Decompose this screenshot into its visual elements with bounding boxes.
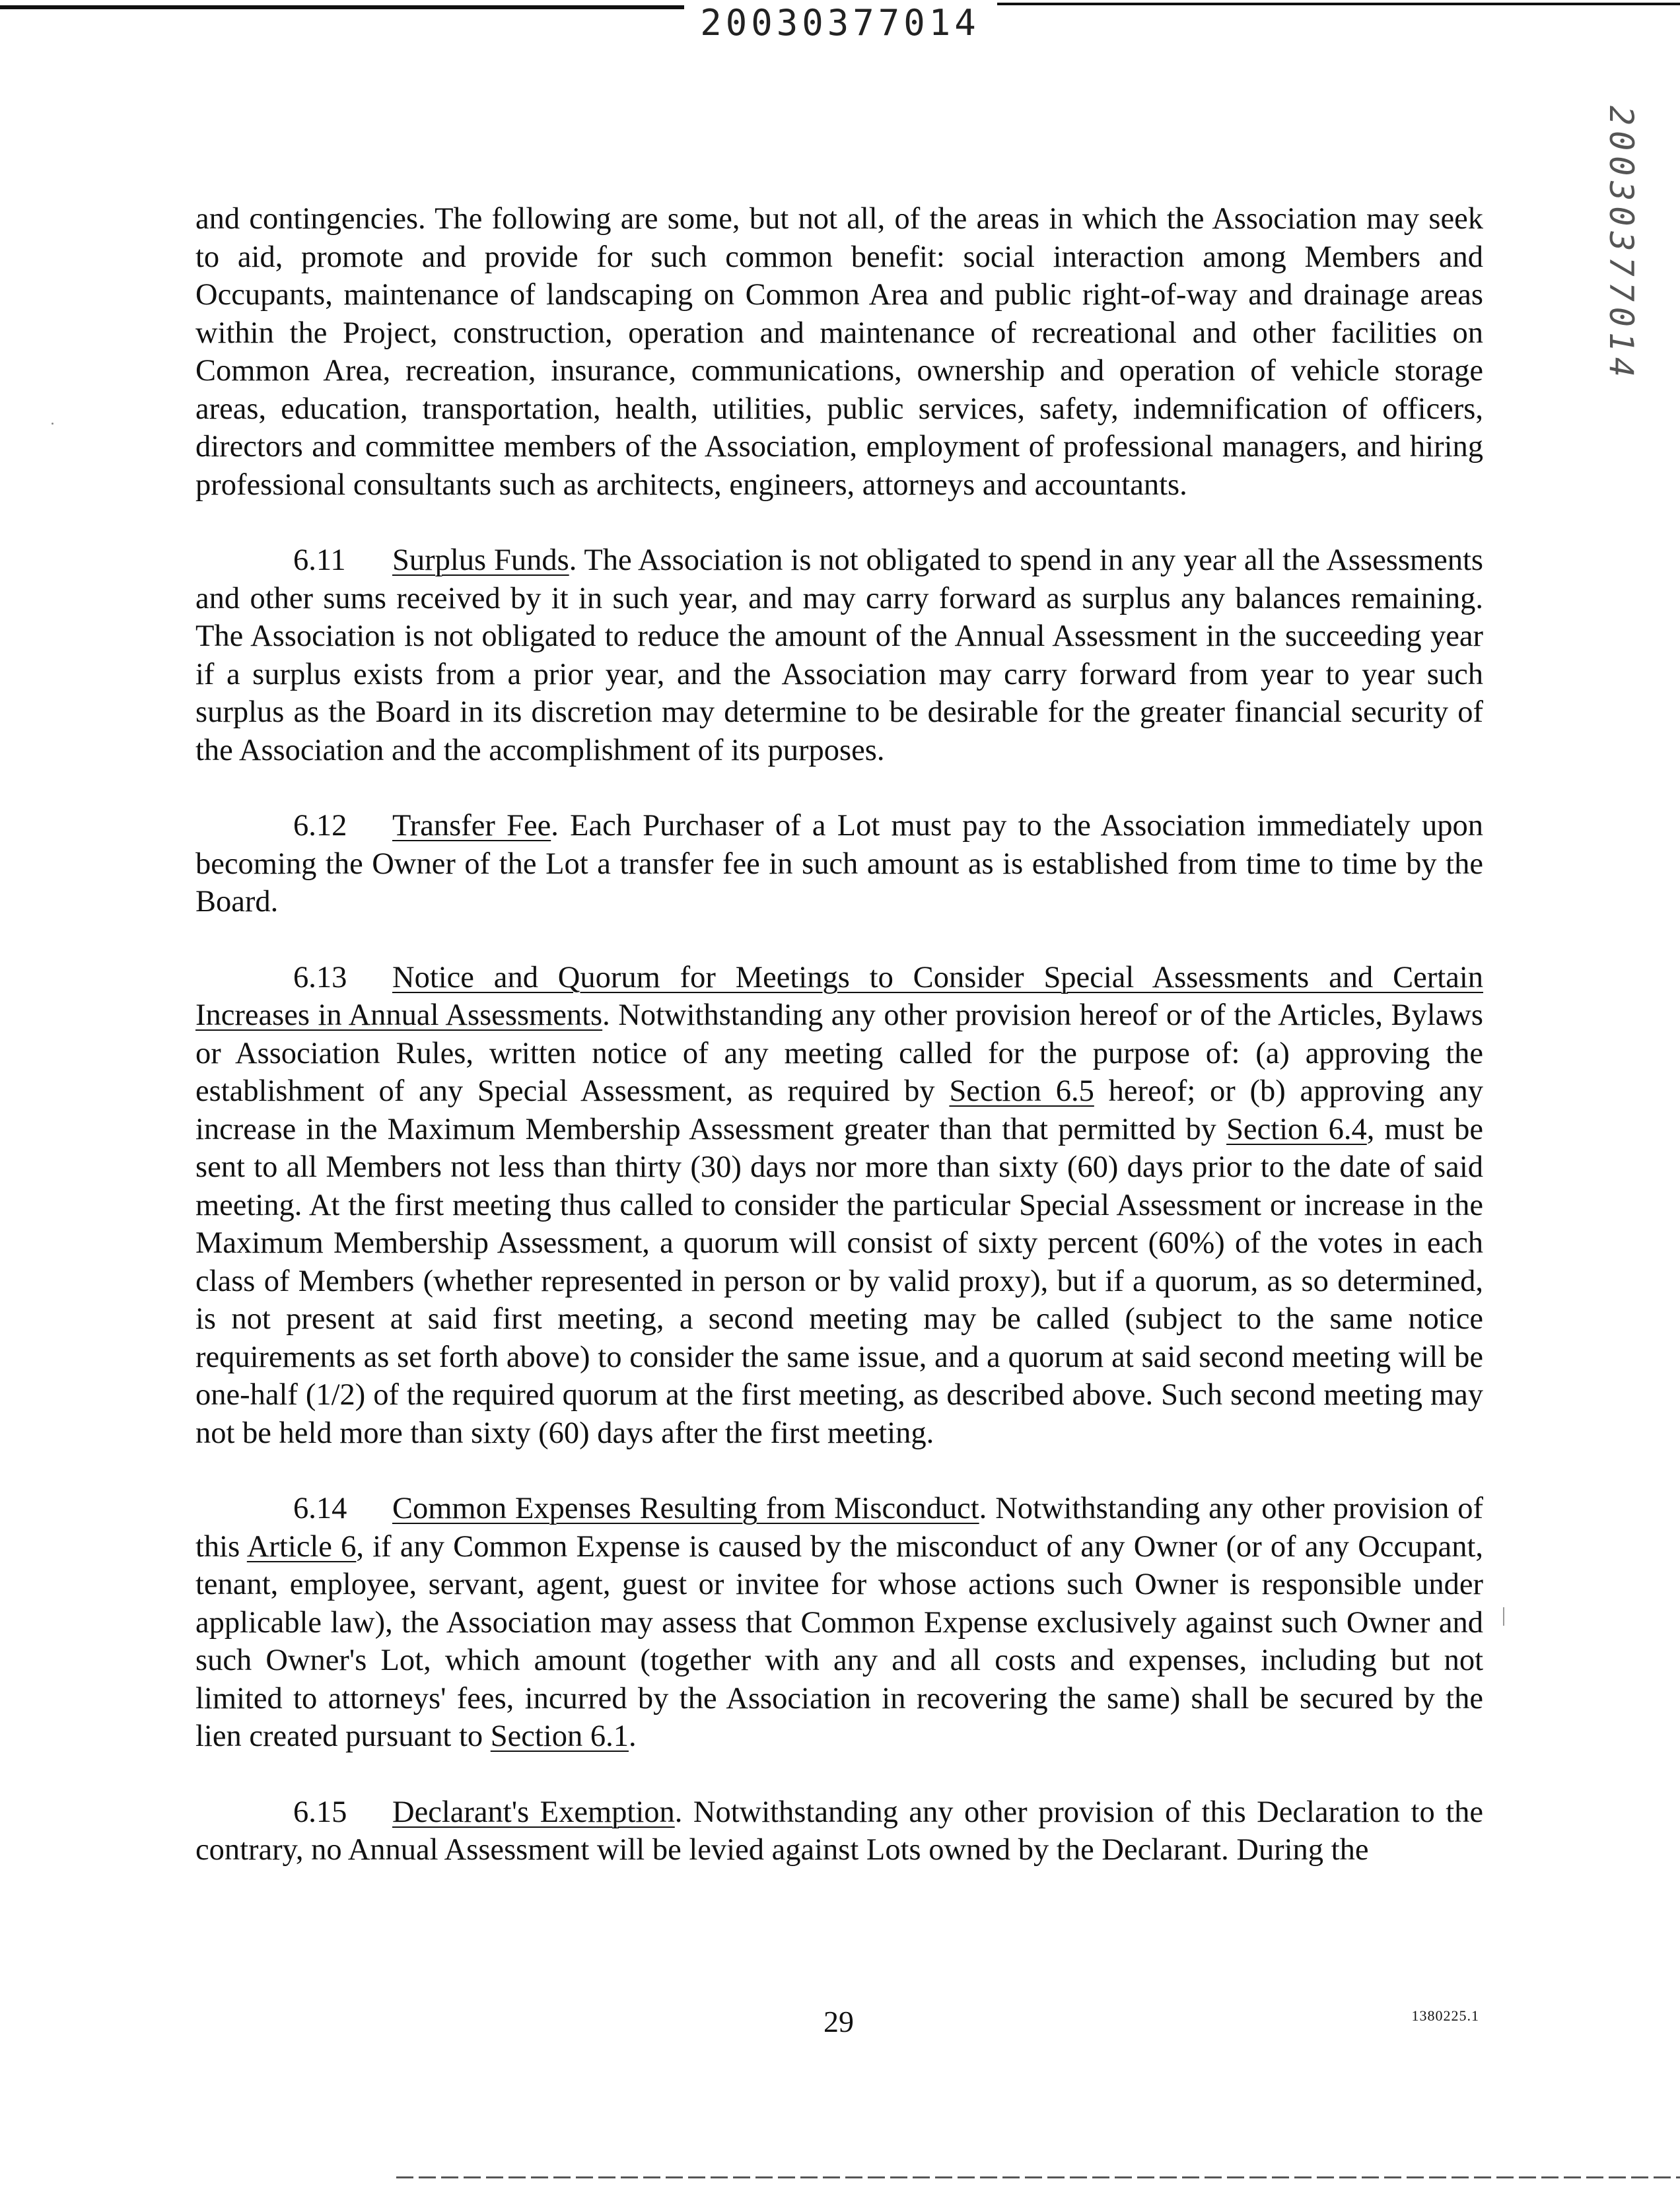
side-stamp-text: 20030377014	[1602, 106, 1640, 383]
section-body: The Association is not obligated to spend in any year all the Assessments and other sums received by it in such year, and may carry forward as surplus any balances remaining. The Association is not obligated to reduce the amount of the Annual Assessment in the succeeding year if a surplus exists from a prior year, and the Association may carry forward from year to year such surplus as the Board in its discretion may determine to be desirable for the greater financial security of the Association and the accomplishment of its purposes.	[195, 543, 1483, 767]
section-body: Notwithstanding any other provision of this	[195, 1492, 1483, 1564]
section-title: Declarant's Exemption	[392, 1795, 675, 1829]
section-6-14: 6.14 Common Expenses Resulting from Misconduct. Notwithstanding any other provision of this Article 6, if any Common Expense is caused by the misconduct of any Owner (or of any Occupant, tenant, employee, servant, agent, guest or invitee for whose actions such Owner is responsible under applicable law), the Association may assess that Common Expense exclusively against such Owner and such Owner's Lot, which amount (together with any and all costs and expenses, including but not limited to attorneys' fees, incurred by the Association in recovering the same) shall be secured by the lien created pursuant to Section 6.1.	[195, 1490, 1483, 1756]
section-number: 6.15	[293, 1795, 347, 1829]
section-title: Common Expenses Resulting from Misconduct	[392, 1492, 979, 1525]
cross-reference: Article 6	[246, 1529, 357, 1564]
cross-reference: Section 6.5	[949, 1074, 1094, 1108]
scan-speck	[52, 423, 53, 425]
intro-paragraph: and contingencies. The following are some, but not all, of the areas in which the Association may seek to aid, promote and provide for such common benefit: social interaction among Members and Occupants, maintenance of landscaping on Common Area and public right-of-way and drainage areas within the Project, construction, operation and maintenance of recreational and other facilities on Common Area, recreation, insurance, communications, ownership and operation of vehicle storage areas, education, transportation, health, utilities, public services, safety, indemnification of officers, directors and committee members of the Association, employment of professional managers, and hiring professional consultants such as architects, engineers, attorneys and accountants.	[195, 202, 1483, 502]
section-body: hereof; or (b) approving any increase in the Maximum Membership Assessment greater than that permitted by	[195, 1074, 1484, 1146]
section-number: 6.13	[293, 960, 347, 994]
section-body: Each Purchaser of a Lot must pay to the Association immediately upon becoming the Owner of the Lot a transfer fee in such amount as is established from time to time by the Board.	[195, 809, 1483, 919]
bottom-scan-rule	[396, 2176, 1680, 2178]
document-number: 20030377014	[700, 2, 980, 44]
section-6-15: 6.15 Declarant's Exemption. Notwithstanding any other provision of this Declaration to the contrary, no Annual Assessment will be levied against Lots owned by the Declarant. During the	[195, 1793, 1483, 1869]
scan-mark	[1503, 1607, 1504, 1626]
section-number: 6.14	[293, 1492, 347, 1525]
section-title: Notice and Quorum for Meetings to Consider Special Assessments and Certain Increases in Annual Assessments	[195, 960, 1483, 1032]
side-stamp	[1589, 106, 1648, 383]
page-number: 29	[823, 2005, 854, 2038]
section-body: Notwithstanding any other provision of this Declaration to the contrary, no Annual Assessment will be levied against Lots owned by the Declarant. During the	[195, 1795, 1484, 1867]
section-body: , must be sent to all Members not less than thirty (30) days nor more than sixty (60) days prior to the date of said meeting. At the first meeting thus called to consider the particular Special Assessment or increase in the Maximum Membership Assessment, a quorum will consist of sixty percent (60%) of the votes in each class of Members (whether represented in person or by valid proxy), but if a quorum, as so determined, is not present at said first meeting, a second meeting may be called (subject to the same notice requirements as set forth above) to consider the same issue, and a quorum at said second meeting will be one-half (1/2) of the required quorum at the first meeting, as described above. Such second meeting may not be held more than sixty (60) days after the first meeting.	[195, 1112, 1484, 1450]
section-6-12: 6.12 Transfer Fee. Each Purchaser of a Lot must pay to the Association immediately upon becoming the Owner of the Lot a transfer fee in such amount as is established from time to time by the Board.	[195, 807, 1483, 921]
section-number: 6.12	[293, 809, 347, 843]
section-body: Notwithstanding any other provision hereof or of the Articles, Bylaws or Association Rules, written notice of any meeting called for the purpose of: (a) approving the establishment of any Special Assessment, as required by	[195, 998, 1483, 1108]
section-6-11: 6.11 Surplus Funds. The Association is not obligated to spend in any year all the Assessments and other sums received by it in such year, and may carry forward as surplus any balances remaining. The Association is not obligated to reduce the amount of the Annual Assessment in the succeeding year if a surplus exists from a prior year, and the Association may carry forward from year to year such surplus as the Board in its discretion may determine to be desirable for the greater financial security of the Association and the accomplishment of its purposes.	[195, 541, 1483, 769]
section-body: .	[628, 1719, 637, 1753]
section-title: Transfer Fee	[392, 809, 551, 843]
page-body	[195, 200, 1483, 1907]
section-number: 6.11	[293, 543, 346, 577]
section-6-13: 6.13 Notice and Quorum for Meetings to Consider Special Assessments and Certain Increases in Annual Assessments. Notwithstanding any other provision hereof or of the Articles, Bylaws or Association Rules, written notice of any meeting called for the purpose of: (a) approving the establishment of any Special Assessment, as required by Section 6.5 hereof; or (b) approving any increase in the Maximum Membership Assessment greater than that permitted by Section 6.4, must be sent to all Members not less than thirty (30) days nor more than sixty (60) days prior to the date of said meeting. At the first meeting thus called to consider the particular Special Assessment or increase in the Maximum Membership Assessment, a quorum will consist of sixty percent (60%) of the votes in each class of Members (whether represented in person or by valid proxy), but if a quorum, as so determined, is not present at said first meeting, a second meeting may be called (subject to the same notice requirements as set forth above) to consider the same issue, and a quorum at said second meeting will be one-half (1/2) of the required quorum at the first meeting, as described above. Such second meeting may not be held more than sixty (60) days after the first meeting.	[195, 959, 1483, 1453]
cross-reference: Section 6.4	[1226, 1112, 1367, 1146]
section-title: Surplus Funds	[392, 543, 569, 577]
document-id: 1380225.1	[1411, 2007, 1479, 2024]
section-body: , if any Common Expense is caused by the misconduct of any Owner (or of any Occupant, tenant, employee, servant, agent, guest or invitee for whose actions such Owner is responsible under applicable law), the Association may assess that Common Expense exclusively against such Owner and such Owner's Lot, which amount (together with any and all costs and expenses, including but not limited to attorneys' fees, incurred by the Association in recovering the same) shall be secured by the lien created pursuant to	[195, 1529, 1483, 1753]
cross-reference: Section 6.1	[490, 1719, 629, 1753]
